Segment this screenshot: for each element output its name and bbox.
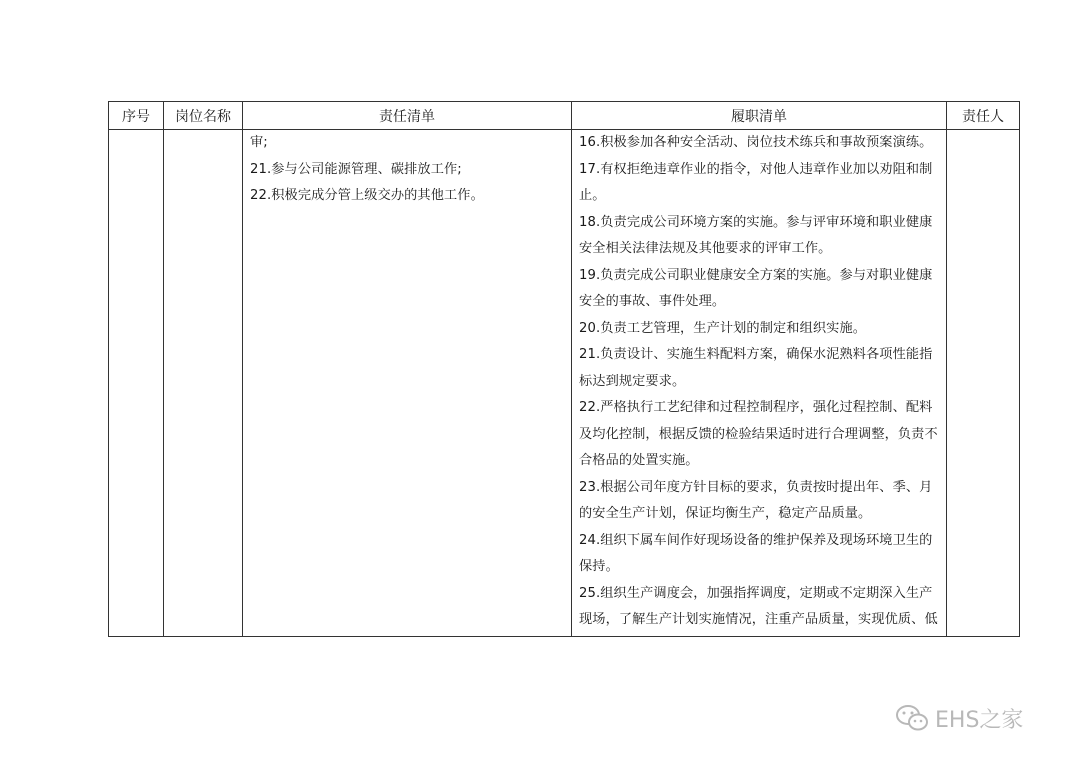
cell-post	[164, 130, 243, 637]
cell-responsibility	[243, 130, 572, 637]
duty-line: 23.根据公司年度方针目标的要求，负责按时提出年、季、月	[579, 479, 933, 495]
duty-list	[572, 130, 946, 634]
duty-line: 20.负责工艺管理，生产计划的制定和组织实施。	[579, 320, 867, 336]
duty-line: 的安全生产计划，保证均衡生产，稳定产品质量。	[579, 506, 872, 521]
duty-line: 25.组织生产调度会，加强指挥调度，定期或不定期深入生产	[579, 585, 933, 601]
responsibility-line: 21.参与公司能源管理、碳排放工作;	[250, 161, 462, 177]
duty-line: 合格品的处置实施。	[579, 453, 699, 468]
watermark-text: EHS之家	[935, 707, 1024, 733]
duty-line: 19.负责完成公司职业健康安全方案的实施。参与对职业健康	[579, 267, 933, 283]
header-person: 责任人	[947, 102, 1020, 130]
header-responsibility: 责任清单	[243, 102, 572, 130]
responsibility-line: 审;	[250, 135, 268, 150]
cell-seq	[109, 130, 164, 637]
cell-person	[947, 130, 1020, 637]
duty-list-table	[108, 101, 1020, 637]
table-row	[109, 130, 1020, 637]
responsibility-line: 22.积极完成分管上级交办的其他工作。	[250, 188, 484, 203]
duty-line: 现场，了解生产计划实施情况，注重产品质量，实现优质、低	[579, 612, 938, 627]
watermark	[895, 703, 1023, 733]
duty-line: 18.负责完成公司环境方案的实施。参与评审环境和职业健康	[579, 214, 933, 230]
responsibility-list	[243, 130, 571, 210]
header-post: 岗位名称	[164, 102, 243, 130]
header-duty: 履职清单	[572, 102, 947, 130]
duty-line: 22.严格执行工艺纪律和过程控制程序，强化过程控制、配料	[579, 400, 933, 415]
table-header-row	[109, 102, 1020, 130]
duty-line: 保持。	[579, 559, 619, 574]
duty-line: 止。	[579, 188, 606, 203]
duty-line: 16.积极参加各种安全活动、岗位技术练兵和事故预案演练。	[579, 135, 933, 150]
duty-line: 安全的事故、事件处理。	[579, 294, 726, 309]
duty-line: 21.负责设计、实施生料配料方案，确保水泥熟料各项性能指	[579, 347, 933, 362]
duty-line: 17.有权拒绝违章作业的指令，对他人违章作业加以劝阻和制	[579, 161, 933, 177]
header-seq: 序号	[109, 102, 164, 130]
cell-duty	[572, 130, 947, 637]
duty-line: 及均化控制，根据反馈的检验结果适时进行合理调整，负责不	[579, 426, 938, 442]
duty-line: 安全相关法律法规及其他要求的评审工作。	[579, 241, 832, 256]
duty-line: 24.组织下属车间作好现场设备的维护保养及现场环境卫生的	[579, 532, 933, 548]
duty-line: 标达到规定要求。	[579, 373, 686, 389]
wechat-icon	[895, 704, 929, 732]
